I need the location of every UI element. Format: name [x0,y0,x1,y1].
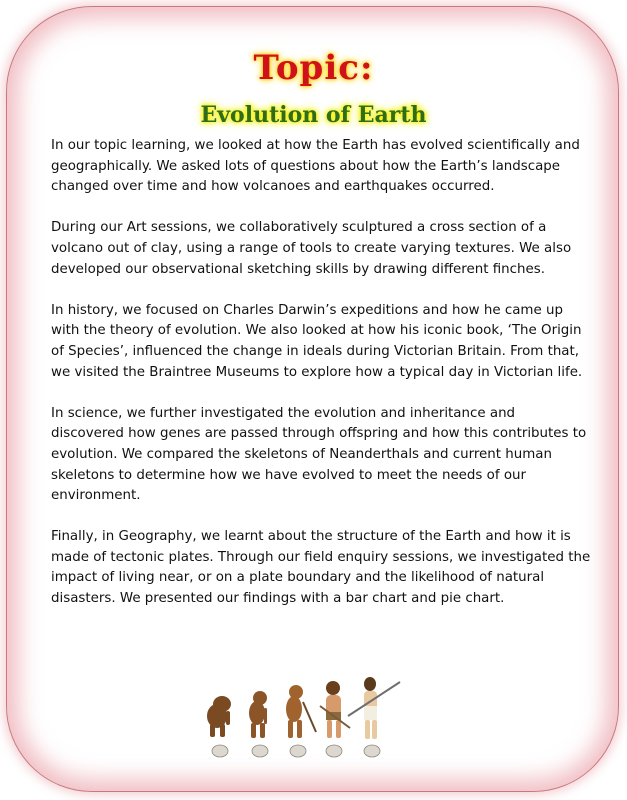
document-body [51,136,591,630]
evolution-figure-5 [348,677,400,739]
evolution-figure-3 [286,685,316,738]
evolution-figure-1 [207,696,231,737]
evolution-figure-4 [320,681,350,738]
page-subtitle: Evolution of Earth [200,102,427,128]
paragraph-art: During our Art sessions, we collaboratively sculptured a cross section of a volcano out of clay, using a range of tools to create varying textures. We also developed our observational sketching skills by drawing different finches. [51,220,572,277]
evolution-figure-2 [249,691,267,738]
human-evolution-illustration [200,676,410,760]
skulls-row [212,745,380,757]
page-title: Topic: [253,48,374,88]
paragraph-intro: In our topic learning, we looked at how the Earth has evolved scientifically and geographically. We asked lots of questions about how the Earth’s landscape changed over time and how volcanoes and earthquakes occurred. [51,138,580,195]
paragraph-geography: Finally, in Geography, we learnt about the structure of the Earth and how it is made of tectonic plates. Through our field enquiry sessions, we investigated the impact of living near, or on a plate boundary and the likelihood of natural disasters. We presented our findings with a bar chart and pie chart. [51,529,591,607]
paragraph-science: In science, we further investigated the evolution and inheritance and discovered how genes are passed through offspring and how this contributes to evolution. We compared the skeletons of Neanderthals and current human skeletons to determine how we have evolved to meet the needs of our environment. [51,405,587,504]
paragraph-history: In history, we focused on Charles Darwin’s expeditions and how he came up with the theory of evolution. We also looked at how his iconic book, ‘The Origin of Species’, influenced the change in ideals during Victorian Britain. From that, we visited the Braintree Museums to explore how a typical day in Victorian life. [51,302,583,380]
